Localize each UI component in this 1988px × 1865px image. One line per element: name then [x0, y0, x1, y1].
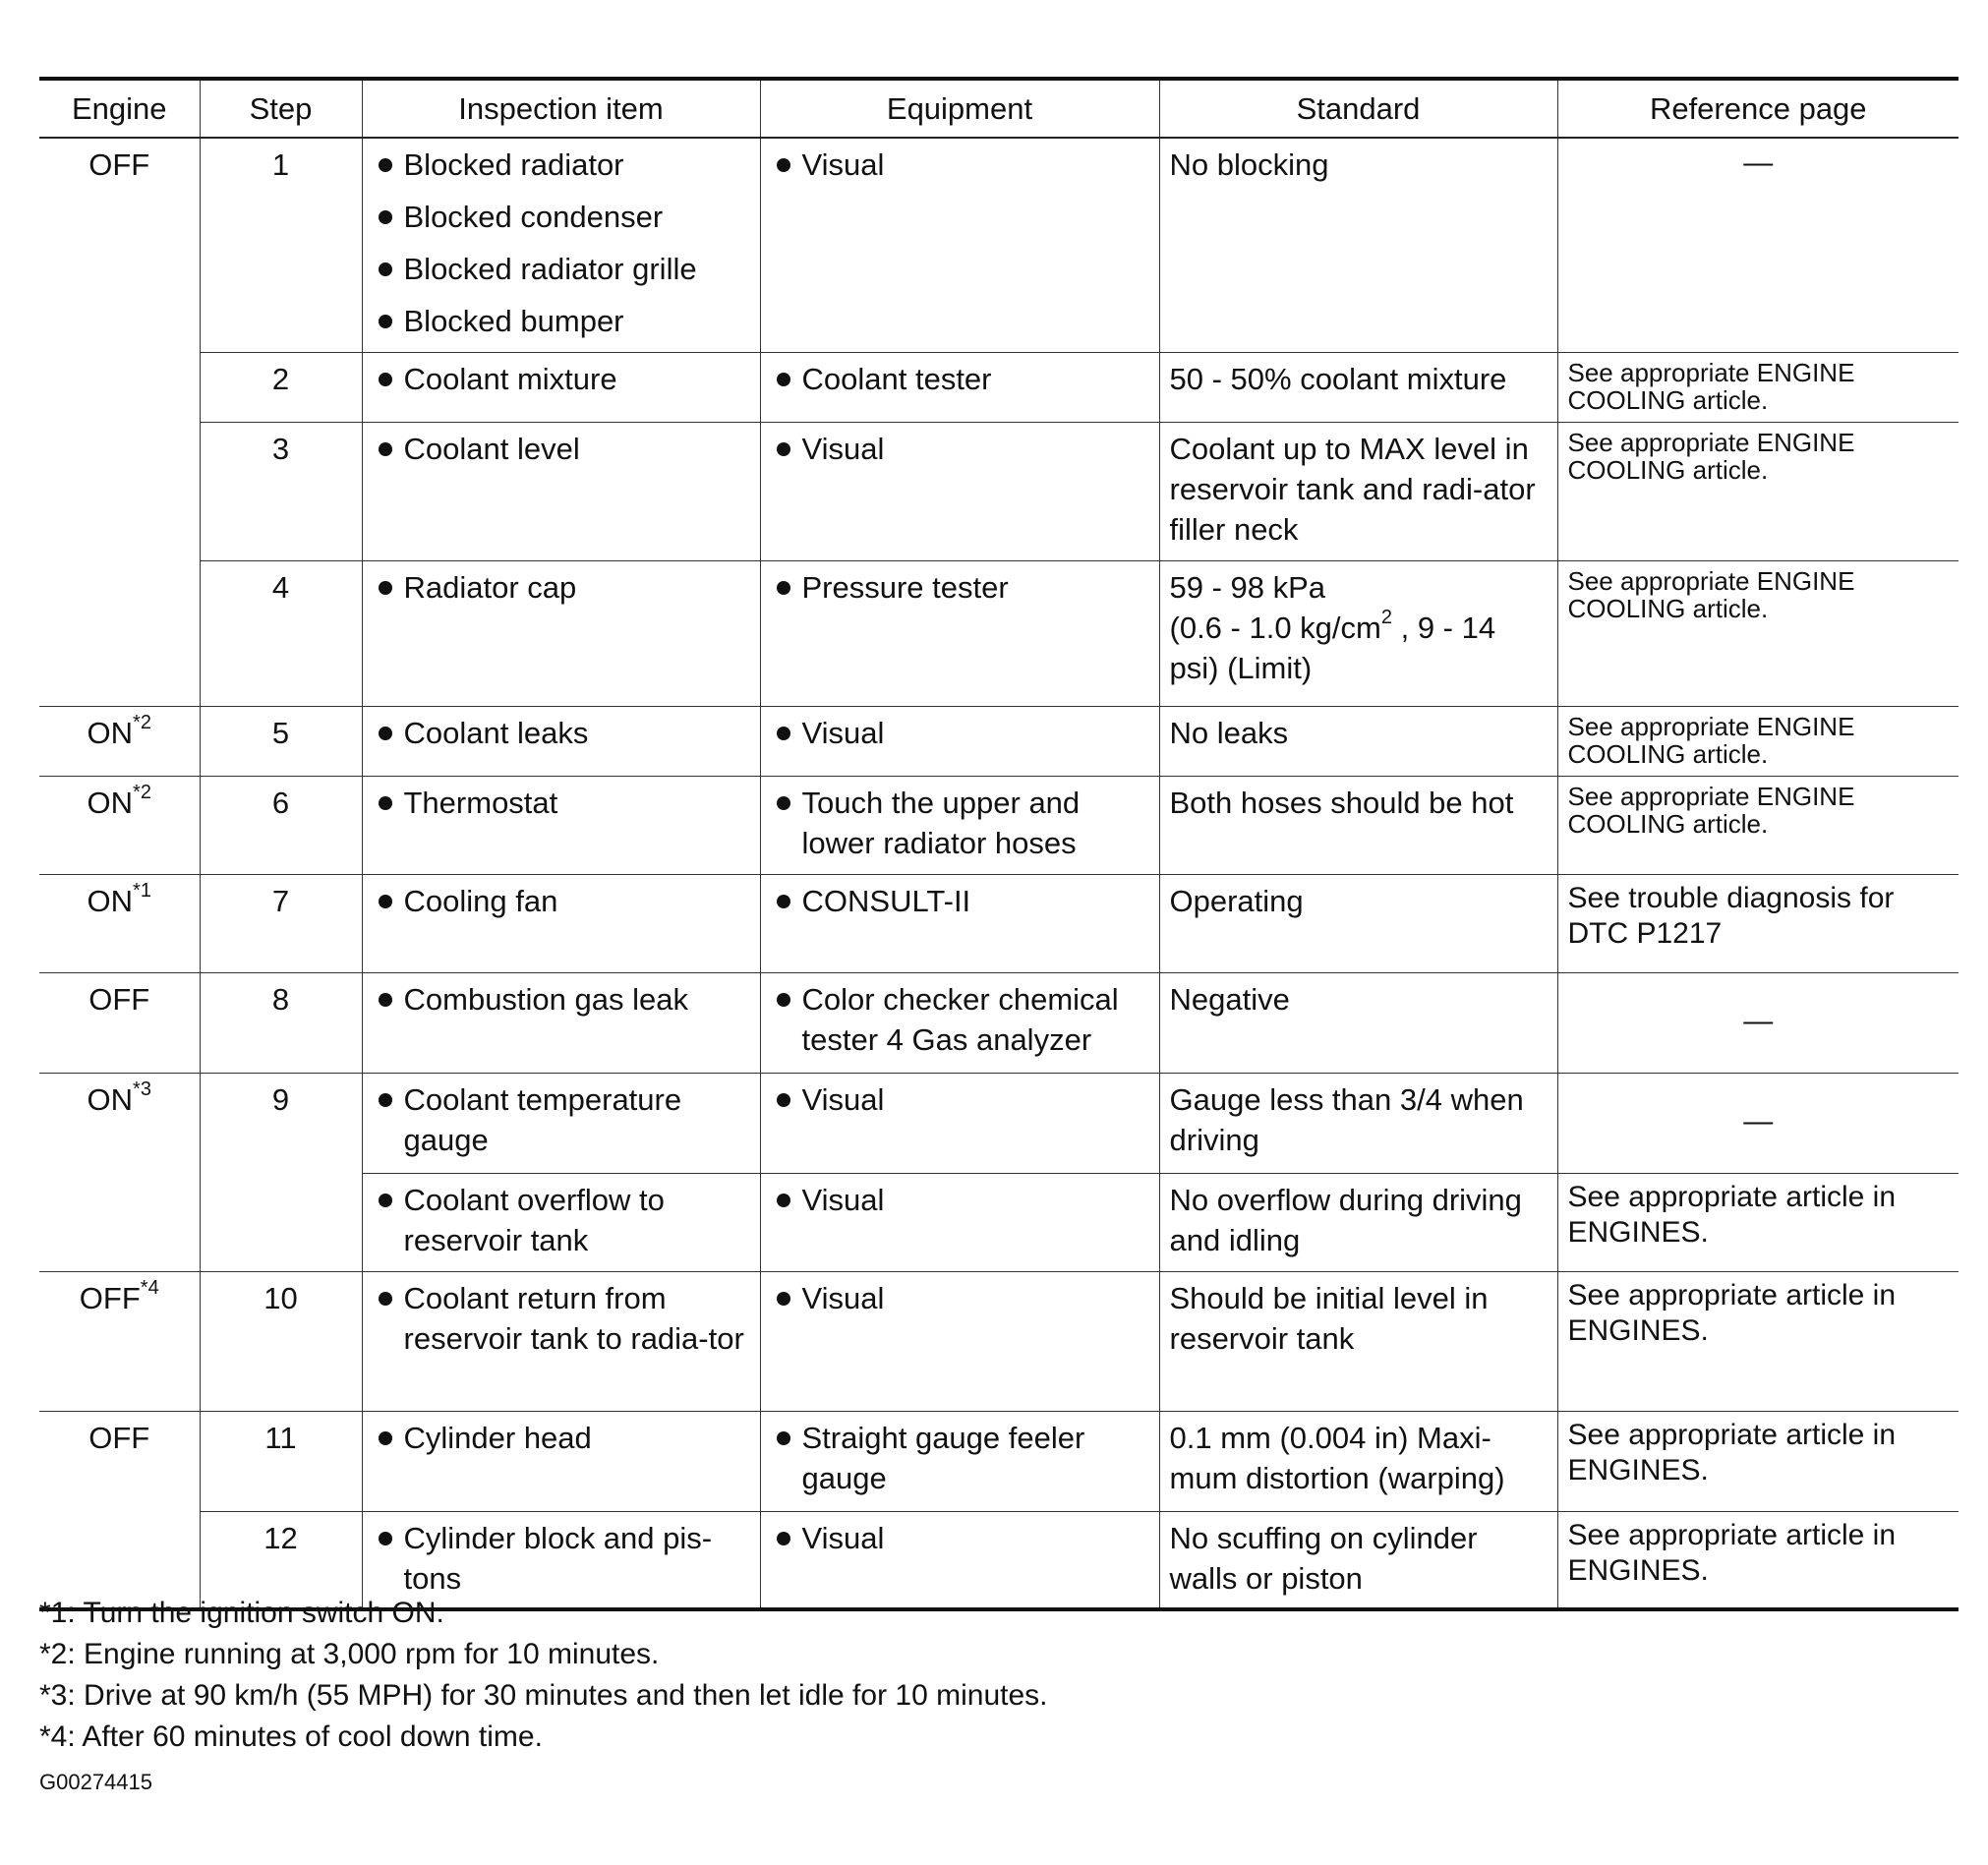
- list-item: [373, 429, 750, 469]
- list-item: [373, 145, 750, 185]
- list-item: [373, 359, 750, 399]
- footnote-marker: *3: [133, 1078, 151, 1101]
- bullet-icon: [379, 796, 392, 810]
- inspection-item: Blocked bumper: [403, 304, 624, 338]
- standard: No scuffing on cylinder walls or piston: [1159, 1511, 1557, 1609]
- inspection-item: Coolant overflow to reservoir tank: [403, 1182, 665, 1257]
- bullet-icon: [777, 581, 790, 595]
- list-item: [373, 783, 750, 823]
- bullet-icon: [379, 1292, 392, 1306]
- bullet-icon: [379, 727, 392, 740]
- engine-state-cell: [39, 1271, 200, 1411]
- reference-page: See appropriate article in ENGINES.: [1557, 1511, 1959, 1609]
- engine-state: OFF: [79, 1280, 141, 1315]
- standard-cell: [1159, 560, 1557, 706]
- standard: Operating: [1159, 874, 1557, 972]
- footnote-marker: *2: [133, 782, 151, 804]
- reference-page: See appropriate ENGINE COOLING article.: [1557, 422, 1959, 560]
- equipment: Touch the upper and lower radiator hoses: [801, 785, 1081, 860]
- header-engine: Engine: [39, 79, 200, 138]
- step-number: 1: [200, 138, 362, 352]
- inspection-item: Coolant level: [403, 431, 580, 466]
- standard: No overflow during driving and idling: [1159, 1173, 1557, 1271]
- inspection-item: Cooling fan: [403, 883, 558, 918]
- standard-text: (0.6 - 1.0 kg/cm: [1169, 610, 1381, 645]
- list-item: [771, 1079, 1149, 1120]
- table-row: [39, 706, 1959, 776]
- header-step: Step: [200, 79, 362, 138]
- engine-state-cell: [39, 138, 200, 706]
- bullet-icon: [777, 895, 790, 908]
- bullet-icon: [379, 895, 392, 908]
- inspection-item: Blocked radiator: [403, 147, 624, 182]
- reference-page: See appropriate article in ENGINES.: [1557, 1411, 1959, 1511]
- inspection-item: Cylinder head: [403, 1420, 592, 1455]
- equipment-cell: [760, 776, 1159, 874]
- equipment: Visual: [801, 715, 885, 750]
- table-row: [39, 776, 1959, 874]
- step-number: 2: [200, 352, 362, 422]
- table-row: [39, 874, 1959, 972]
- step-number: 9: [200, 1073, 362, 1271]
- bullet-icon: [777, 796, 790, 810]
- bullet-icon: [777, 1532, 790, 1545]
- header-standard: Standard: [1159, 79, 1557, 138]
- standard: Should be initial level in reservoir tank: [1159, 1271, 1557, 1411]
- equipment: Visual: [801, 147, 885, 182]
- reference-page: See appropriate ENGINE COOLING article.: [1557, 560, 1959, 706]
- list-item: [771, 429, 1149, 469]
- footnote-marker: *1: [133, 880, 151, 903]
- inspection-item: Coolant temperature gauge: [403, 1081, 682, 1157]
- inspection-item: Coolant return from reservoir tank to radia-tor: [403, 1280, 744, 1356]
- table-row: [39, 422, 1959, 560]
- bullet-icon: [379, 373, 392, 386]
- bullet-icon: [379, 262, 392, 276]
- list-item: [373, 881, 750, 921]
- standard: Both hoses should be hot: [1159, 776, 1557, 874]
- table-row: [39, 1411, 1959, 1511]
- bullet-icon: [379, 158, 392, 172]
- inspection-item: Thermostat: [403, 785, 558, 820]
- step-number: 7: [200, 874, 362, 972]
- reference-page: See appropriate ENGINE COOLING article.: [1557, 706, 1959, 776]
- list-item: [771, 881, 1149, 921]
- reference-page: See appropriate ENGINE COOLING article.: [1557, 352, 1959, 422]
- reference-page: —: [1557, 1073, 1959, 1173]
- inspection-item-cell: [362, 138, 760, 352]
- equipment: Color checker chemical tester 4 Gas analyzer: [801, 981, 1119, 1057]
- list-item: [771, 145, 1149, 185]
- equipment-cell: [760, 1073, 1159, 1173]
- equipment: Visual: [801, 1182, 885, 1217]
- equipment-cell: [760, 560, 1159, 706]
- equipment-cell: [760, 138, 1159, 352]
- engine-state-cell: [39, 776, 200, 874]
- engine-state-cell: [39, 1411, 200, 1609]
- equipment-cell: [760, 422, 1159, 560]
- list-item: [771, 1418, 1149, 1498]
- bullet-icon: [379, 1194, 392, 1207]
- inspection-item-cell: [362, 560, 760, 706]
- table-row: [39, 1073, 1959, 1173]
- engine-state-cell: [39, 874, 200, 972]
- inspection-item: Combustion gas leak: [403, 981, 688, 1017]
- footnote: *2: Engine running at 3,000 rpm for 10 minutes.: [39, 1638, 660, 1670]
- bullet-icon: [777, 1093, 790, 1107]
- list-item: [771, 783, 1149, 863]
- inspection-item-cell: [362, 1073, 760, 1173]
- engine-state: OFF: [88, 147, 150, 182]
- reference-page: See appropriate article in ENGINES.: [1557, 1271, 1959, 1411]
- equipment: Visual: [801, 431, 885, 466]
- superscript: 2: [1380, 607, 1392, 629]
- equipment: Visual: [801, 1520, 885, 1555]
- bullet-icon: [777, 373, 790, 386]
- step-number: 3: [200, 422, 362, 560]
- footnotes: [39, 1593, 1047, 1758]
- inspection-item-cell: [362, 874, 760, 972]
- table-row: [39, 138, 1959, 352]
- inspection-item-cell: [362, 1173, 760, 1271]
- engine-state: OFF: [88, 981, 150, 1017]
- standard-line: 59 - 98 kPa: [1169, 569, 1326, 605]
- table-row: [39, 972, 1959, 1073]
- footnote: *3: Drive at 90 km/h (55 MPH) for 30 minutes and then let idle for 10 minutes.: [39, 1679, 1048, 1712]
- list-item: [373, 979, 750, 1020]
- engine-state: ON: [87, 883, 134, 918]
- bullet-icon: [379, 1093, 392, 1107]
- list-item: [771, 567, 1149, 608]
- footnote: *1: Turn the ignition switch ON.: [39, 1597, 444, 1629]
- footnote-marker: *2: [133, 712, 151, 734]
- standard: Coolant up to MAX level in reservoir tank and radi-ator filler neck: [1159, 422, 1557, 560]
- step-number: 11: [200, 1411, 362, 1511]
- reference-page: See appropriate ENGINE COOLING article.: [1557, 776, 1959, 874]
- list-item: [771, 979, 1149, 1060]
- step-number: 12: [200, 1511, 362, 1609]
- inspection-item-cell: [362, 706, 760, 776]
- engine-state-cell: [39, 972, 200, 1073]
- reference-page: See trouble diagnosis for DTC P1217: [1557, 874, 1959, 972]
- engine-state-cell: [39, 706, 200, 776]
- header-inspection-item: Inspection item: [362, 79, 760, 138]
- equipment-cell: [760, 1411, 1159, 1511]
- bullet-icon: [379, 315, 392, 328]
- list-item: [373, 1418, 750, 1458]
- standard: No leaks: [1159, 706, 1557, 776]
- reference-page: —: [1557, 972, 1959, 1073]
- equipment-cell: [760, 972, 1159, 1073]
- equipment-cell: [760, 352, 1159, 422]
- list-item: [771, 1180, 1149, 1220]
- step-number: 10: [200, 1271, 362, 1411]
- bullet-icon: [379, 1532, 392, 1545]
- reference-page: See appropriate article in ENGINES.: [1557, 1173, 1959, 1271]
- inspection-item: Radiator cap: [403, 569, 577, 605]
- bullet-icon: [777, 442, 790, 456]
- inspection-item-cell: [362, 972, 760, 1073]
- bullet-icon: [777, 993, 790, 1007]
- bullet-icon: [777, 1292, 790, 1306]
- inspection-item: Coolant mixture: [403, 361, 617, 396]
- inspection-item: Cylinder block and pis-tons: [403, 1520, 713, 1596]
- equipment: Visual: [801, 1280, 885, 1315]
- list-item: [373, 1079, 750, 1160]
- step-number: 8: [200, 972, 362, 1073]
- equipment: Visual: [801, 1081, 885, 1117]
- inspection-item-cell: [362, 1271, 760, 1411]
- standard: Negative: [1159, 972, 1557, 1073]
- standard: Gauge less than 3/4 when driving: [1159, 1073, 1557, 1173]
- engine-state: ON: [87, 1081, 134, 1117]
- step-number: 6: [200, 776, 362, 874]
- engine-state: ON: [87, 785, 134, 820]
- bullet-icon: [777, 158, 790, 172]
- engine-state: ON: [87, 715, 134, 750]
- inspection-item-cell: [362, 1411, 760, 1511]
- inspection-item: Blocked condenser: [403, 200, 664, 234]
- list-item: [771, 1278, 1149, 1318]
- header-reference-page: Reference page: [1557, 79, 1959, 138]
- inspection-item: Coolant leaks: [403, 715, 589, 750]
- list-item: [373, 1518, 750, 1599]
- equipment-cell: [760, 874, 1159, 972]
- standard: 50 - 50% coolant mixture: [1159, 352, 1557, 422]
- list-item: [373, 713, 750, 753]
- standard: No blocking: [1159, 138, 1557, 352]
- equipment: Straight gauge feeler gauge: [801, 1420, 1085, 1495]
- bullet-icon: [379, 581, 392, 595]
- header-row: [39, 79, 1959, 138]
- figure-id: G00274415: [39, 1770, 152, 1794]
- inspection-item-cell: [362, 422, 760, 560]
- list-item: [771, 359, 1149, 399]
- table-row: [39, 1271, 1959, 1411]
- equipment: Pressure tester: [801, 569, 1009, 605]
- bullet-icon: [777, 727, 790, 740]
- equipment-cell: [760, 1173, 1159, 1271]
- cooling-inspection-table: [39, 77, 1959, 1611]
- equipment-cell: [760, 706, 1159, 776]
- standard-text: , 9 - 14 psi) (Limit): [1169, 610, 1496, 685]
- step-number: 5: [200, 706, 362, 776]
- table-row: [39, 560, 1959, 706]
- bullet-icon: [777, 1431, 790, 1445]
- bullet-icon: [379, 210, 392, 224]
- list-item: [373, 1278, 750, 1359]
- engine-state-cell: [39, 1073, 200, 1271]
- list-item: [771, 713, 1149, 753]
- list-item: [373, 567, 750, 608]
- header-equipment: Equipment: [760, 79, 1159, 138]
- bullet-icon: [379, 993, 392, 1007]
- inspection-item: Blocked radiator grille: [403, 252, 697, 286]
- footnote-marker: *4: [140, 1277, 159, 1300]
- reference-page: —: [1557, 138, 1959, 352]
- list-item: [373, 1180, 750, 1260]
- equipment: Coolant tester: [801, 361, 992, 396]
- standard-line: [1170, 608, 1548, 688]
- bullet-icon: [379, 1431, 392, 1445]
- step-number: 4: [200, 560, 362, 706]
- inspection-item-cell: [362, 352, 760, 422]
- list-item: [373, 249, 750, 289]
- table-row: [39, 352, 1959, 422]
- list-item: [373, 197, 750, 237]
- bullet-icon: [379, 442, 392, 456]
- list-item: [771, 1518, 1149, 1558]
- equipment: CONSULT-II: [801, 883, 971, 918]
- standard: 0.1 mm (0.004 in) Maxi-mum distortion (warping): [1159, 1411, 1557, 1511]
- footnote: *4: After 60 minutes of cool down time.: [39, 1720, 543, 1753]
- list-item: [373, 301, 750, 341]
- equipment-cell: [760, 1271, 1159, 1411]
- bullet-icon: [777, 1194, 790, 1207]
- inspection-item-cell: [362, 776, 760, 874]
- engine-state: OFF: [88, 1420, 150, 1455]
